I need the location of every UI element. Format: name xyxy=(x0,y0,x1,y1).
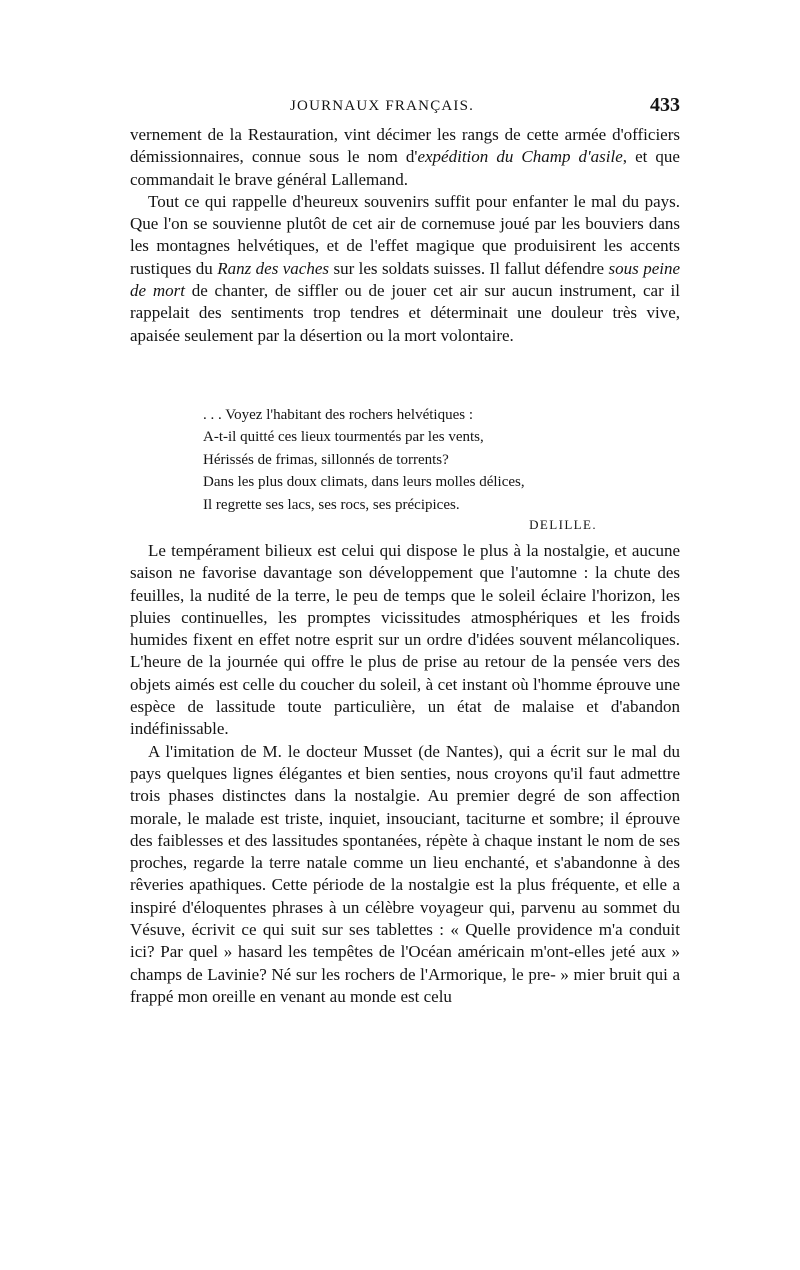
verse-line: Il regrette ses lacs, ses rocs, ses précipices. xyxy=(203,496,460,513)
paragraph xyxy=(130,540,680,741)
paragraph xyxy=(130,124,680,191)
verse-line: . . . Voyez l'habitant des rochers helvétiques : xyxy=(203,407,473,423)
page-header xyxy=(130,94,680,124)
italic-phrase: sous peine de mort xyxy=(130,258,681,301)
verse-quotation xyxy=(203,404,623,536)
page-number: 433 xyxy=(650,94,680,116)
running-title: JOURNAUX FRANÇAIS. xyxy=(290,98,475,114)
verse-line: Dans les plus doux climats, dans leurs molles délices, xyxy=(203,474,525,491)
text-run: , et que commandait le brave général Lallemand. xyxy=(130,147,680,189)
verse-line: A-t-il quitté ces lieux tourmentés par les vents, xyxy=(203,429,484,446)
text-run: Tout ce qui rappelle d'heureux souvenirs suffit pour enfanter le mal du pays. Que l'on se souvienne plutôt de cet air de cornemuse joué par les bouviers dans les montagnes helvétiques, et de l'effet magique que produisirent les accents rustiques du xyxy=(130,191,680,278)
text-block-top xyxy=(130,124,680,347)
verse-line: Hérissés de frimas, sillonnés de torrents? xyxy=(203,451,449,468)
paragraph xyxy=(130,191,680,347)
text-run: Le tempérament bilieux est celui qui dispose le plus à la nostalgie, et aucune saison ne favorise davantage son développement que l'automne : la chute des feuilles, la nudité de la terre, le peu de temps que le soleil éclaire l'horizon, les pluies continuelles, les promptes vicissitudes atmosphériques et les froids humides fixent en effet notre esprit sur un ordre d'idées souvent mélancoliques. L'heure de la journée qui offre le plus de prise au retour de la pensée vers des objets aimés est celle du coucher du soleil, à cet instant où l'homme éprouve une espèce de lassitude toute particulière, un état de malaise et d'abandon indéfinissable. xyxy=(130,541,680,739)
italic-phrase: expédition du Champ d'asile xyxy=(417,147,623,167)
text-run: vernement de la Restauration, vint décimer les rangs de cette armée d'officiers démissionnaires, connue sous le nom d' xyxy=(130,125,680,167)
text-run: de chanter, de siffler ou de jouer cet air sur aucun instrument, car il rappelait des sentiments trop tendres et déterminait une douleur très vive, apaisée seulement par la désertion ou la mort volontaire. xyxy=(130,281,680,345)
verse-author: DELILLE. xyxy=(529,517,597,533)
text-run: A l'imitation de M. le docteur Musset (de Nantes), qui a écrit sur le mal du pays quelques lignes élégantes et bien senties, nous croyons qu'il faut admettre trois phases distinctes dans la nostalgie. Au premier degré de son affection morale, le malade est triste, inquiet, insouciant, taciturne et sombre; il éprouve des faiblesses et des lassitudes spontanées, répète à chaque instant le nom de ses proches, regarde la terre natale comme un lieu enchanté, et s'abandonne à des rêveries apathiques. Cette période de la nostalgie est la plus fréquente, et elle a inspiré d'éloquentes phrases à un célèbre voyageur qui, parvenu au sommet du Vésuve, écrivit ce qui suit sur ses tablettes : « Quelle providence m'a conduit ici? Par quel » hasard les tempêtes de l'Océan américain m'ont-elles jeté aux » champs de Lavinie? Né sur les rochers de l'Armorique, le pre- » mier bruit qui a frappé mon oreille en venant au monde est celu xyxy=(130,741,680,1006)
text-block-bottom xyxy=(130,540,680,1008)
paragraph xyxy=(130,741,680,1009)
text-run: sur les soldats suisses. Il fallut défendre xyxy=(329,258,609,278)
italic-phrase: Ranz des vaches xyxy=(217,258,330,278)
